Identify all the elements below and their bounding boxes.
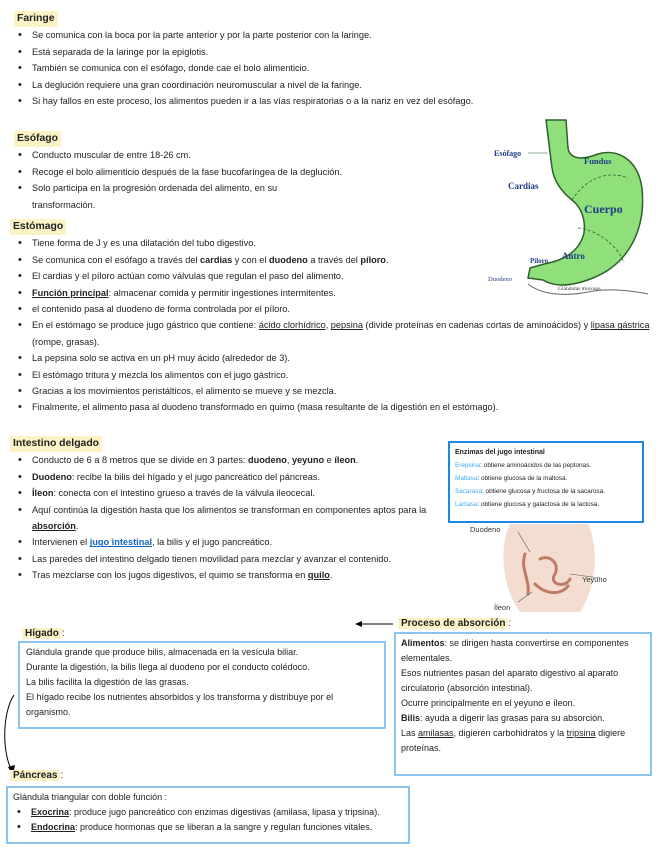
list-item: • Se comunica con la boca por la parte anterior y por la parte posterior con la laringe. xyxy=(14,27,534,43)
list-item: • Finalmente, el alimento pasa al duodeno transformado en quimo (masa resultante de la digestión en el estómago). xyxy=(14,399,654,415)
list-item: • El cardias y el píloro actúan como válvulas que regulan el paso del alimento. xyxy=(14,268,654,284)
list-item: • Tiene forma de J y es una dilatación del tubo digestivo. xyxy=(14,235,654,251)
pancreas-list xyxy=(13,805,403,835)
arrow-head xyxy=(355,621,362,627)
enzimas-title: Enzimas del jugo intestinal xyxy=(455,449,545,456)
arrow-to-higado xyxy=(355,619,395,629)
absorcion-title: Proceso de absorción xyxy=(398,618,508,629)
list-item: • Duodeno: recibe la bilis del hígado y el jugo pancreático del páncreas. xyxy=(14,469,440,485)
label-duodeno-int: Duodeno xyxy=(470,525,501,534)
list-item: • Exocrina: produce jugo pancreático con enzimas digestivas (amilasa, lipasa y tripsina). xyxy=(13,805,403,820)
list-item: • Intervienen el jugo intestinal, la bilis y el jugo pancreático. xyxy=(14,534,440,550)
faringe-title: Faringe xyxy=(14,11,58,27)
estomago-list xyxy=(14,235,654,415)
enzimas-box xyxy=(448,441,644,523)
list-item: • Íleon: conecta con el intestino grueso a través de la válvula ileocecal. xyxy=(14,485,440,501)
higado-heading: Hígado : xyxy=(22,626,65,642)
intestino-title: Intestino delgado xyxy=(10,436,102,452)
label-cardias: Cardias xyxy=(508,181,539,191)
intestino-section xyxy=(10,435,440,584)
list-item: • Si hay fallos en este proceso, los alimentos pueden ir a las vías respiratorias o a la nariz en vez del esófago. xyxy=(14,93,534,109)
higado-line: La bilis facilita la digestión de las grasas. xyxy=(26,677,189,687)
list-item: • Se comunica con el esófago a través del cardias y con el duodeno a través del píloro. xyxy=(14,252,654,268)
esofago-title: Esófago xyxy=(14,131,61,147)
label-yeyuno: Yeyuno xyxy=(582,575,607,584)
faringe-section xyxy=(14,10,534,109)
higado-title: Hígado xyxy=(22,628,62,639)
estomago-title: Estómago xyxy=(10,219,66,235)
list-item: • El estómago tritura y mezcla los alimentos con el jugo gástrico. xyxy=(14,367,654,383)
absorcion-heading: Proceso de absorción : xyxy=(398,616,511,632)
absorcion-line: Bilis: ayuda a digerir las grasas para su absorción. xyxy=(401,713,605,723)
pancreas-title: Páncreas xyxy=(10,770,60,781)
list-item: • También se comunica con el esófago, donde cae el bolo alimenticio. xyxy=(14,60,534,76)
label-duodeno: Duodeno xyxy=(488,276,512,283)
term-duodeno: duodeno xyxy=(269,254,308,265)
term-piloro: píloro xyxy=(360,254,386,265)
list-item: • Conducto muscular de entre 18-26 cm. xyxy=(14,147,344,163)
term-lipasa: lipasa gástrica xyxy=(590,320,650,331)
intestine-diagram xyxy=(470,524,620,614)
higado-line: El hígado recibe los nutrientes absorbidos y los transforma y distribuye por el organismo. xyxy=(26,692,334,717)
arrow-curve xyxy=(5,695,14,771)
enzima-row: Sacarasa: obtiene glucosa y fructosa de la sacarosa. xyxy=(455,488,605,495)
list-item: • Endocrina: produce hormonas que se liberan a la sangre y regulan funciones vitales. xyxy=(13,820,403,835)
pancreas-heading: Páncreas : xyxy=(10,768,63,784)
list-item: • Tras mezclarse con los jugos digestivos, el quimo se transforma en quilo. xyxy=(14,567,440,583)
label-esofago: Esófago xyxy=(494,149,522,158)
label-piloro: Píloro xyxy=(530,257,549,265)
higado-line: Glándula grande que produce bilis, almacenada en la vesícula biliar. xyxy=(26,647,299,657)
list-item: • Solo participa en la progresión ordenada del alimento, en su transformación. xyxy=(14,180,302,213)
label-ileon: Íleon xyxy=(494,603,511,612)
absorcion-line: Ocurre principalmente en el yeyuno e íleon. xyxy=(401,698,576,708)
higado-line: Durante la digestión, la bilis llega al duodeno por el conducto colédoco. xyxy=(26,662,310,672)
esofago-list xyxy=(14,147,344,213)
list-item: • Está separada de la laringe por la epiglotis. xyxy=(14,44,534,60)
higado-box xyxy=(18,641,386,729)
list-item: • el contenido pasa al duodeno de forma controlada por el píloro. xyxy=(14,301,654,317)
list-item: • Conducto de 6 a 8 metros que se divide en 3 partes: duodeno, yeyuno e íleon. xyxy=(14,452,440,468)
label-antro: Antro xyxy=(562,251,585,261)
list-item: • Las paredes del intestino delgado tienen movilidad para mezclar y avanzar el contenido. xyxy=(14,551,440,567)
absorcion-line: Esos nutrientes pasan del aparato digestivo al aparato circulatorio (absorción intestinal). xyxy=(401,668,619,693)
esofago-section xyxy=(14,130,344,213)
term-funcion-principal: Función principal xyxy=(32,287,109,298)
enzima-row: Erepsina: obtiene aminoácidos de las peptonas. xyxy=(455,462,592,469)
estomago-section xyxy=(10,218,654,416)
label-cuerpo: Cuerpo xyxy=(584,202,623,216)
term-pepsina: pepsina xyxy=(330,320,363,331)
list-item: • Gracias a los movimientos peristálticos, el alimento se mueve y se mezcla. xyxy=(14,383,654,399)
enzima-row: Maltasa: obtiene glucosa de la maltosa. xyxy=(455,475,568,482)
absorcion-line: Las amilasas, digieren carbohidratos y la tripsina digiere proteínas. xyxy=(401,728,626,753)
list-item: • En el estómago se produce jugo gástrico que contiene: ácido clorhídrico, pepsina (divide proteínas en cadenas cortas de aminoácidos) y lipasa gástrica (rompe, grasas). xyxy=(14,317,652,350)
list-item: • La deglución requiere una gran coordinación neuromuscular a nivel de la faringe. xyxy=(14,77,534,93)
absorcion-box xyxy=(394,632,652,776)
torso-shape xyxy=(503,524,594,612)
term-acido: ácido clorhídrico xyxy=(258,320,326,331)
list-item: • Recoge el bolo alimenticio después de la fase bucofaríngea de la deglución. xyxy=(14,164,344,180)
pancreas-box xyxy=(6,786,410,844)
absorcion-line: Alimentos: se dirigen hasta convertirse en componentes elementales. xyxy=(401,638,629,663)
label-fundus: Fundus xyxy=(584,156,612,166)
intestino-list xyxy=(14,452,440,583)
term-cardias: cardias xyxy=(200,254,233,265)
pancreas-intro: Glándula triangular con doble función : xyxy=(13,792,168,802)
enzima-row: Lactasa: obtiene glucosa y galactosa de la lactosa. xyxy=(455,501,600,508)
list-item: • Aquí continúa la digestión hasta que los alimentos se transforman en componentes aptos para la absorción. xyxy=(14,502,440,535)
list-item: • Función principal: almacenar comida y permitir ingestiones intermitentes. xyxy=(14,285,654,301)
list-item: • La pepsina solo se activa en un pH muy ácido (alrededor de 3). xyxy=(14,350,654,366)
label-glandulas: Glándulas mucosas xyxy=(558,286,601,292)
faringe-list xyxy=(14,27,534,109)
